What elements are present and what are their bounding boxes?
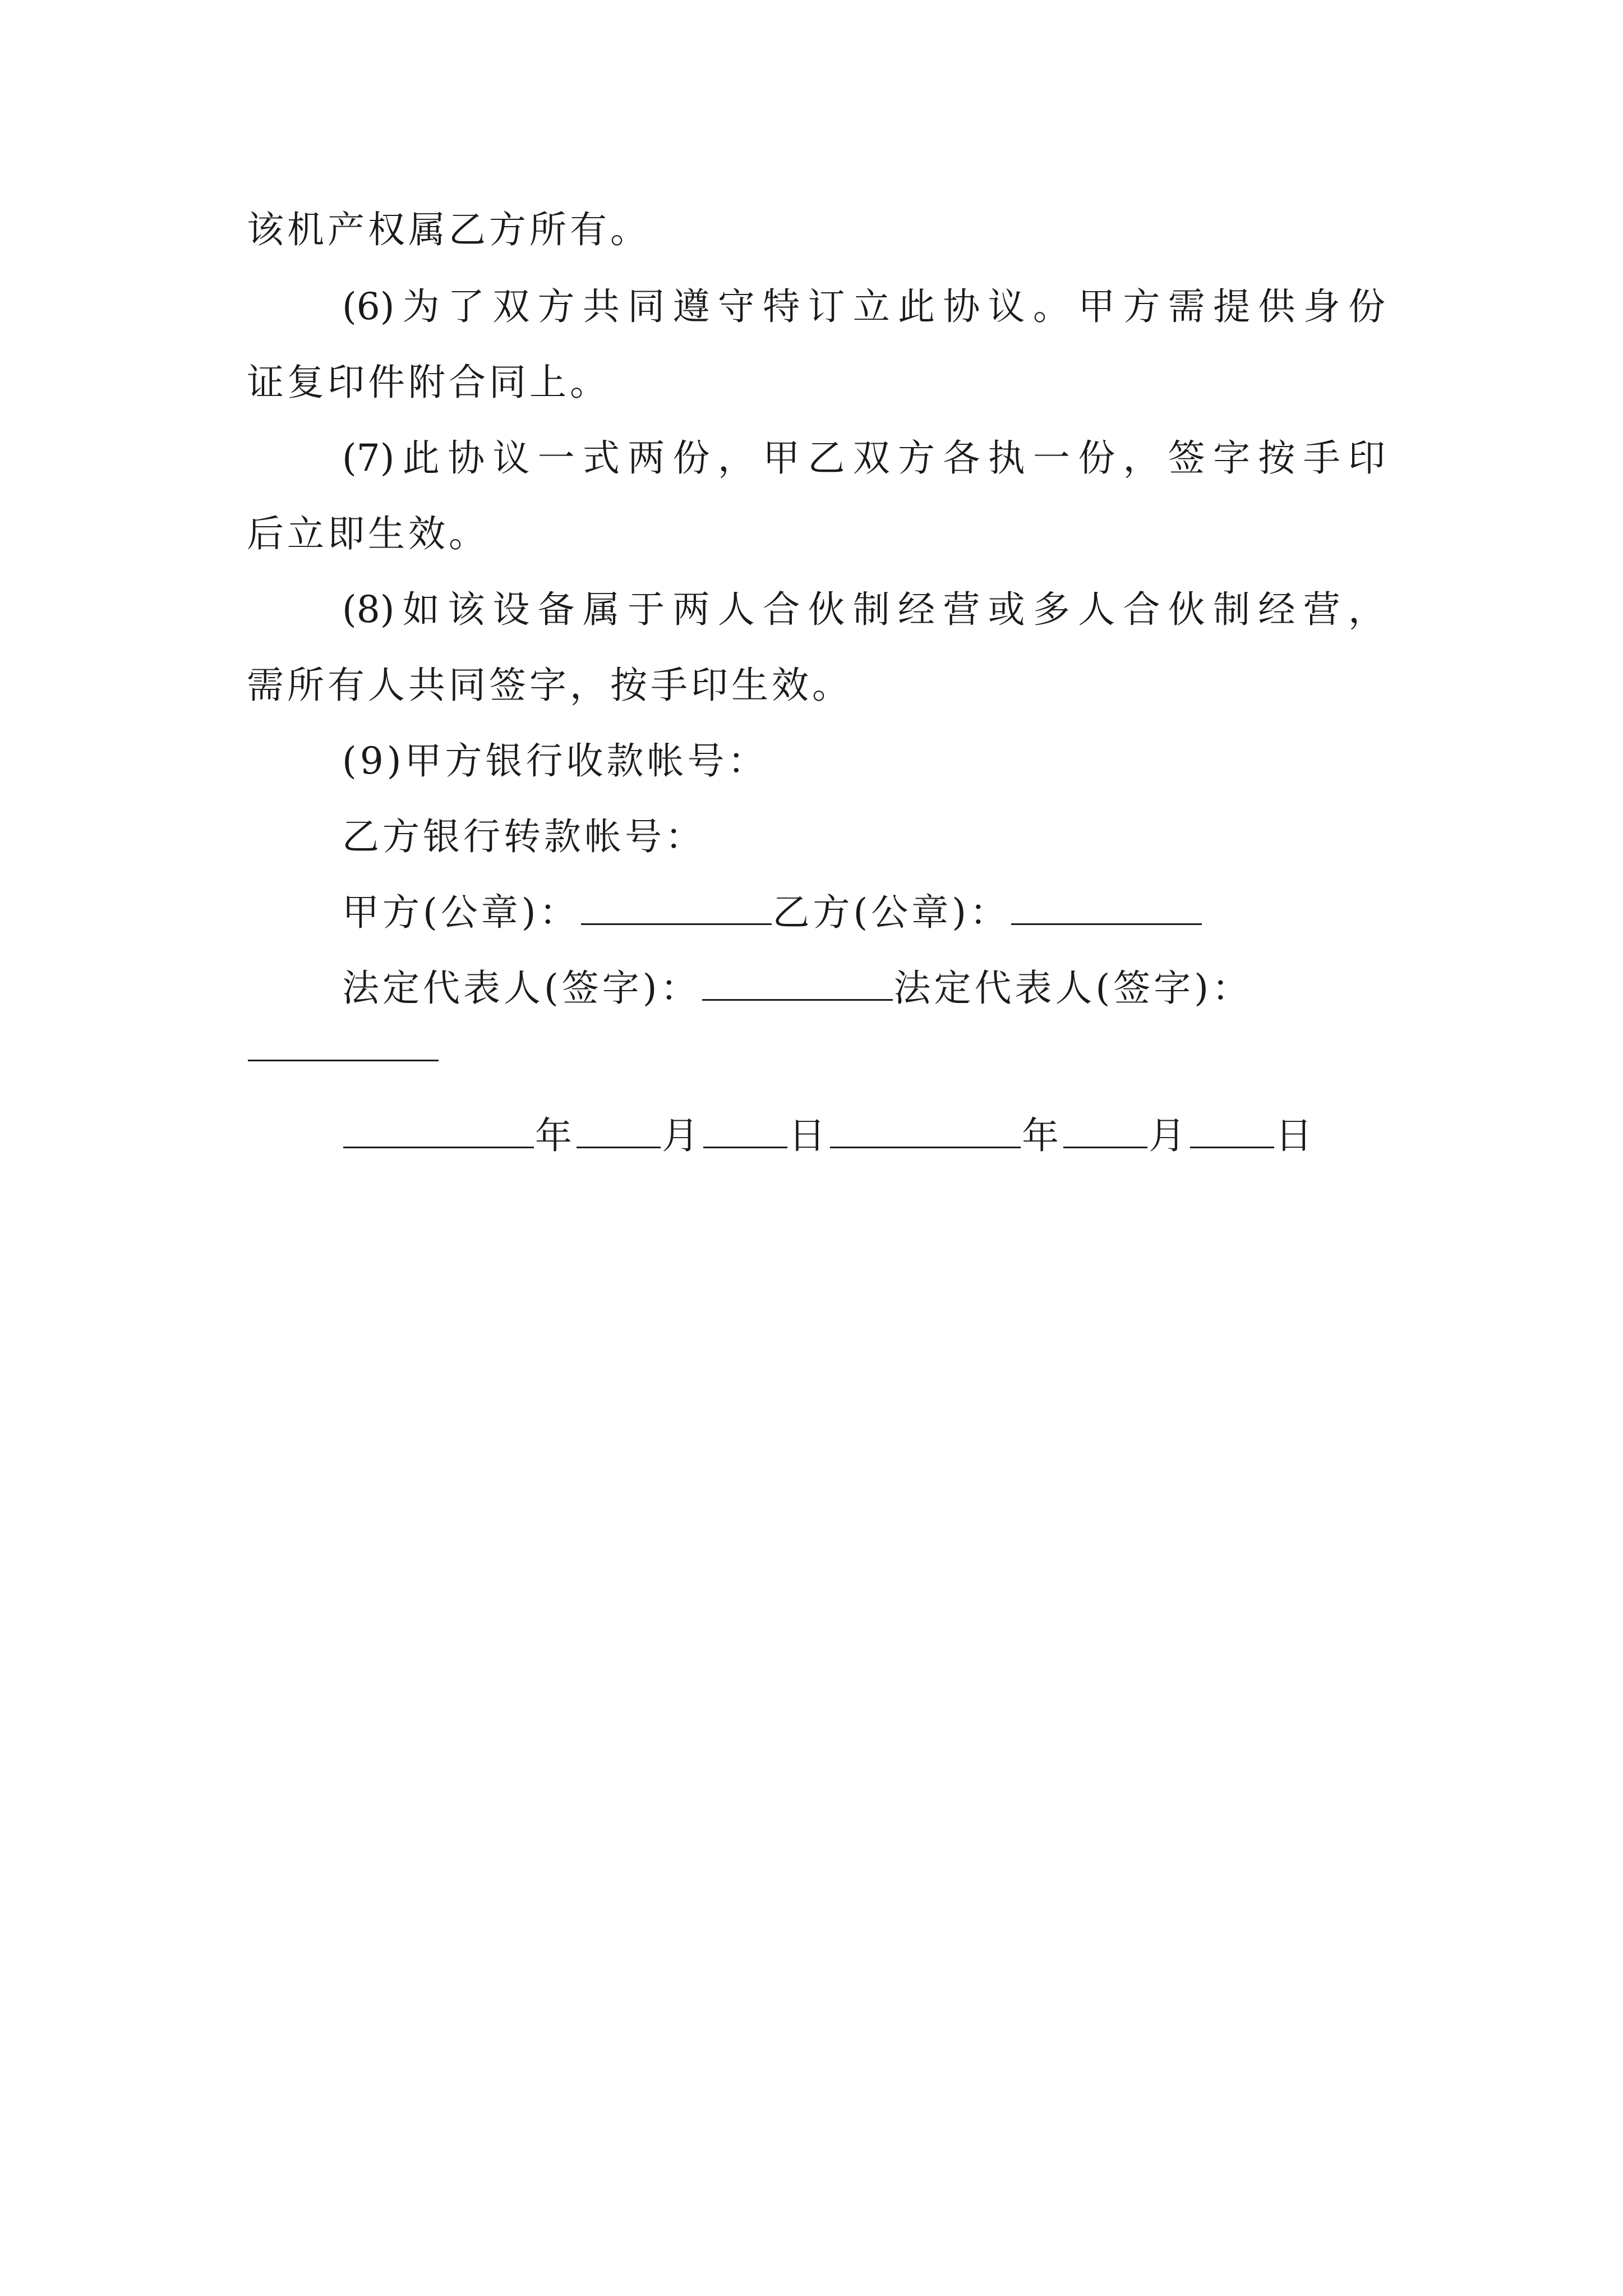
clause-7-line-1: (7)此协议一式两份，甲乙双方各执一份，签字按手印	[342, 436, 1385, 480]
representative-row	[342, 960, 1252, 1016]
party-b-year-label: 年	[1022, 1114, 1062, 1157]
party-b-month-blank[interactable]	[1063, 1112, 1147, 1148]
party-a-seal-label: 甲方(公章)：	[342, 891, 580, 934]
party-a-month-label: 月	[662, 1114, 702, 1157]
party-a-rep-label: 法定代表人(签字)：	[342, 967, 701, 1010]
clause-8-line-2: 需所有人共同签字，按手印生效。	[247, 664, 852, 707]
party-a-seal-blank[interactable]	[581, 889, 772, 925]
party-b-seal-blank[interactable]	[1011, 889, 1202, 925]
party-a-month-blank[interactable]	[577, 1112, 661, 1148]
clause-8-line-1: (8)如该设备属于两人合伙制经营或多人合伙制经营，	[342, 588, 1385, 631]
party-b-bank-account: 乙方银行转款帐号：	[342, 815, 706, 858]
party-b-year-blank[interactable]	[830, 1112, 1021, 1148]
party-a-year-label: 年	[535, 1114, 575, 1157]
clause-6-line-2: 证复印件附合同上。	[247, 361, 610, 404]
party-b-rep-blank-row	[247, 1021, 440, 1077]
party-b-rep-blank[interactable]	[248, 1025, 439, 1061]
party-b-month-label: 月	[1149, 1114, 1189, 1157]
party-a-day-blank[interactable]	[703, 1112, 787, 1148]
party-a-bank-account: (9)甲方银行收款帐号：	[342, 739, 768, 783]
party-b-day-label: 日	[1275, 1114, 1316, 1157]
party-b-rep-label: 法定代表人(签字)：	[893, 967, 1252, 1010]
party-a-day-label: 日	[789, 1114, 829, 1157]
seal-row	[342, 885, 1203, 941]
party-b-seal-label: 乙方(公章)：	[772, 891, 1010, 934]
paragraph-5-ending: 该机产权属乙方所有。	[247, 208, 651, 251]
clause-7-line-2: 后立即生效。	[247, 512, 489, 555]
party-a-rep-blank[interactable]	[702, 964, 893, 1001]
date-row	[342, 1108, 1316, 1164]
party-b-day-blank[interactable]	[1190, 1112, 1274, 1148]
clause-6-line-1: (6)为了双方共同遵守特订立此协议。甲方需提供身份	[342, 285, 1385, 328]
party-a-year-blank[interactable]	[343, 1112, 534, 1148]
